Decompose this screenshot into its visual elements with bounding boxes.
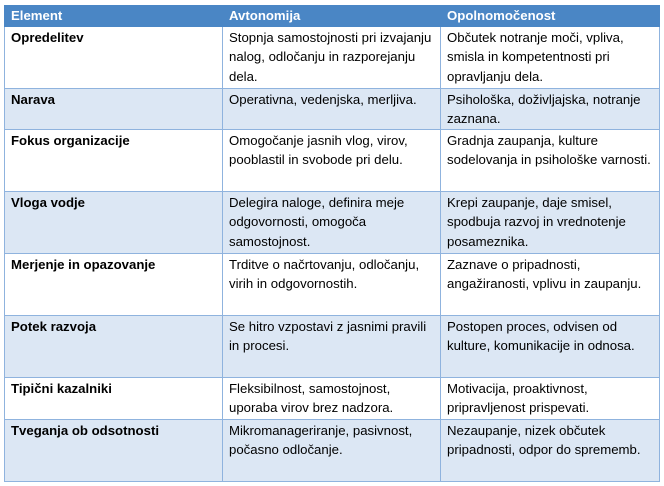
table-header <box>5 6 660 27</box>
header-opolnomocenost: Opolnomočenost <box>441 6 660 27</box>
table-row <box>5 254 660 316</box>
cell-opolnomocenost: Krepi zaupanje, daje smisel, spodbuja razvoj in vrednotenje posameznika. <box>441 192 660 254</box>
cell-element: Narava <box>5 89 223 130</box>
cell-opolnomocenost: Gradnja zaupanja, kulture sodelovanja in psihološke varnosti. <box>441 130 660 192</box>
cell-element: Vloga vodje <box>5 192 223 254</box>
table-row <box>5 89 660 130</box>
cell-avtonomija: Stopnja samostojnosti pri izvajanju nalog, odločanju in razporejanju dela. <box>223 27 441 89</box>
header-row <box>5 6 660 27</box>
table-row <box>5 192 660 254</box>
cell-element: Tveganja ob odsotnosti <box>5 420 223 482</box>
cell-avtonomija: Operativna, vedenjska, merljiva. <box>223 89 441 130</box>
header-avtonomija: Avtonomija <box>223 6 441 27</box>
cell-opolnomocenost: Občutek notranje moči, vpliva, smisla in kompetentnosti pri opravljanju dela. <box>441 27 660 89</box>
cell-opolnomocenost: Motivacija, proaktivnost, pripravljenost prispevati. <box>441 378 660 420</box>
cell-element: Tipični kazalniki <box>5 378 223 420</box>
table-row <box>5 378 660 420</box>
cell-element: Merjenje in opazovanje <box>5 254 223 316</box>
cell-avtonomija: Se hitro vzpostavi z jasnimi pravili in procesi. <box>223 316 441 378</box>
cell-opolnomocenost: Zaznave o pripadnosti, angažiranosti, vplivu in zaupanju. <box>441 254 660 316</box>
cell-element: Potek razvoja <box>5 316 223 378</box>
cell-avtonomija: Trditve o načrtovanju, odločanju, virih in odgovornostih. <box>223 254 441 316</box>
cell-avtonomija: Mikromanageriranje, pasivnost, počasno odločanje. <box>223 420 441 482</box>
table-row <box>5 316 660 378</box>
cell-avtonomija: Delegira naloge, definira meje odgovornosti, omogoča samostojnost. <box>223 192 441 254</box>
table-body <box>5 27 660 482</box>
cell-opolnomocenost: Postopen proces, odvisen od kulture, komunikacije in odnosa. <box>441 316 660 378</box>
header-element: Element <box>5 6 223 27</box>
cell-avtonomija: Fleksibilnost, samostojnost, uporaba virov brez nadzora. <box>223 378 441 420</box>
table-row <box>5 420 660 482</box>
cell-element: Fokus organizacije <box>5 130 223 192</box>
table-row <box>5 130 660 192</box>
comparison-table <box>4 5 660 482</box>
cell-avtonomija: Omogočanje jasnih vlog, virov, pooblastil in svobode pri delu. <box>223 130 441 192</box>
cell-element: Opredelitev <box>5 27 223 89</box>
cell-opolnomocenost: Psihološka, doživljajska, notranje zaznana. <box>441 89 660 130</box>
table-row <box>5 27 660 89</box>
cell-opolnomocenost: Nezaupanje, nizek občutek pripadnosti, odpor do sprememb. <box>441 420 660 482</box>
